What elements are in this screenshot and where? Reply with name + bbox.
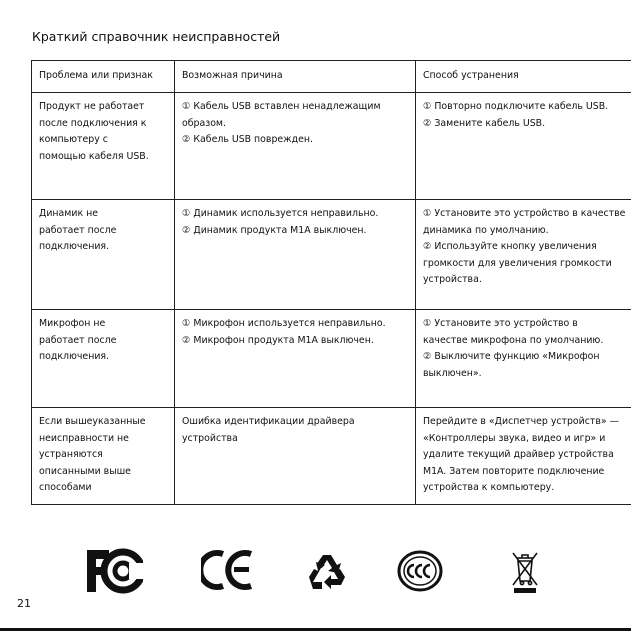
cell-line: ① Установите это устройство в качестве (423, 208, 626, 219)
problem-cell (32, 93, 175, 200)
cell-line: ② Кабель USB поврежден. (182, 134, 313, 145)
header-solution: Способ устранения (416, 61, 631, 93)
cell-line: ② Микрофон продукта M1A выключен. (182, 334, 374, 346)
table-row (32, 408, 631, 505)
table-row (32, 200, 631, 310)
solution-cell (416, 200, 631, 310)
cell-line: подключения. (39, 351, 110, 362)
page-title: Краткий справочник неисправностей (32, 29, 281, 44)
cell-line: Динамик не (39, 208, 98, 219)
cell-line: ① Повторно подключите кабель USB. (423, 101, 609, 112)
certification-logos (0, 548, 631, 598)
cell-line: Ошибка идентификации драйвера (182, 416, 355, 427)
cell-line: после подключения к (39, 117, 147, 129)
cell-line: Продукт не работает (39, 101, 145, 112)
cell-line: удалите текущий драйвер устройства (423, 449, 614, 460)
ccc-mark-icon (397, 550, 443, 592)
solution-cell (416, 93, 631, 200)
solution-cell (416, 408, 631, 505)
cell-line: ② Используйте кнопку увеличения (423, 241, 597, 252)
cell-line: Перейдите в «Диспетчер устройств» — (423, 416, 619, 427)
cell-line: неисправности не (39, 432, 129, 444)
cell-line: ① Микрофон используется неправильно. (182, 318, 386, 329)
cell-line: ① Кабель USB вставлен ненадлежащим (182, 101, 381, 112)
table-row (32, 310, 631, 408)
cell-line: громкости для увеличения громкости (423, 257, 612, 269)
cell-line: ① Динамик используется неправильно. (182, 208, 379, 219)
problem-cell (32, 310, 175, 408)
troubleshooting-table (31, 60, 631, 505)
table-row (32, 93, 631, 200)
cell-line: M1A. Затем повторите подключение (423, 465, 605, 477)
cell-line: устройства (182, 432, 238, 444)
cause-cell (175, 93, 416, 200)
cause-cell (175, 408, 416, 505)
cell-line: способами (39, 482, 92, 493)
cell-line: устройства к компьютеру. (423, 482, 555, 493)
cell-line: помощью кабеля USB. (39, 150, 149, 162)
cell-line: «Контроллеры звука, видео и игр» и (423, 432, 606, 444)
cell-line: образом. (182, 117, 226, 129)
cause-cell (175, 200, 416, 310)
weee-bin-icon (509, 548, 541, 596)
cell-line: работает после (39, 334, 117, 346)
cell-line: подключения. (39, 241, 110, 252)
cell-line: ② Динамик продукта M1A выключен. (182, 224, 367, 236)
fc-mark-icon (85, 548, 143, 594)
cell-line: ② Выключите функцию «Микрофон (423, 351, 600, 362)
header-cause: Возможная причина (175, 61, 416, 93)
problem-cell (32, 200, 175, 310)
recycle-icon (305, 552, 349, 592)
cell-line: динамика по умолчанию. (423, 224, 549, 236)
cell-line: компьютеру с (39, 134, 108, 145)
cell-line: ② Замените кабель USB. (423, 117, 546, 129)
cell-line: работает после (39, 224, 117, 236)
cell-line: Микрофон не (39, 318, 106, 329)
ce-mark-icon (201, 548, 255, 592)
cell-line: Если вышеуказанные (39, 416, 146, 427)
cause-cell (175, 310, 416, 408)
solution-cell (416, 310, 631, 408)
cell-line: ① Установите это устройство в (423, 318, 578, 329)
cell-line: качестве микрофона по умолчанию. (423, 334, 604, 346)
cell-line: описанными выше (39, 465, 131, 477)
problem-cell (32, 408, 175, 505)
cell-line: устраняются (39, 449, 103, 460)
page-number: 21 (17, 597, 31, 610)
header-problem: Проблема или признак (32, 61, 175, 93)
cell-line: выключен». (423, 367, 482, 379)
cell-line: устройства. (423, 274, 482, 285)
table-header-row (32, 61, 631, 93)
